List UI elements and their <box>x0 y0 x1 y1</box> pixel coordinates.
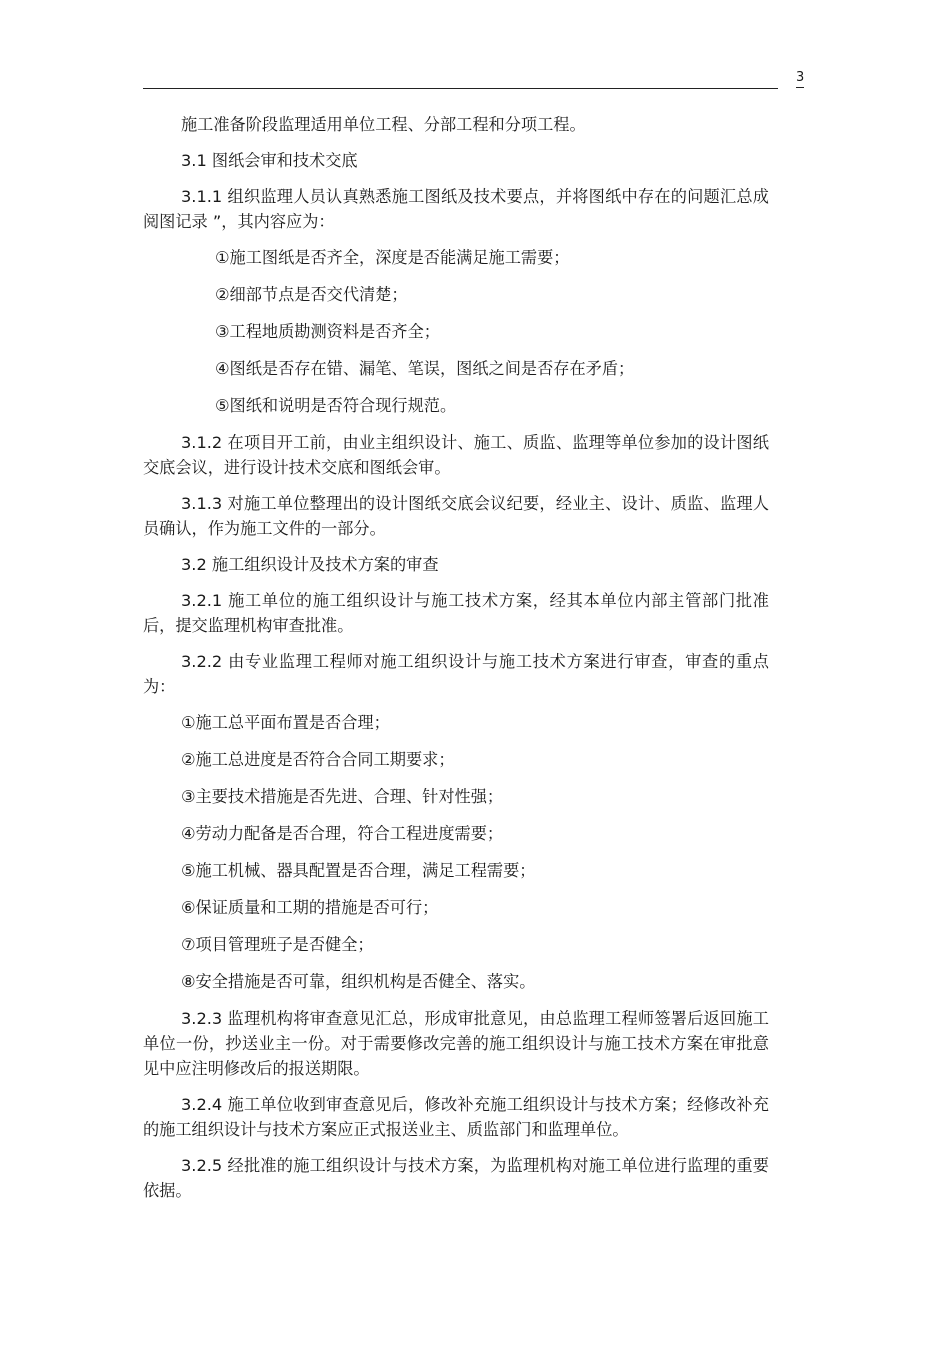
paragraph: ⑦项目管理班子是否健全； <box>181 935 374 954</box>
paragraph: 3.2.5 经批准的施工组织设计与技术方案，为监理机构对施工单位进行监理的重要依据。 <box>143 1156 769 1200</box>
paragraph: 3.1.1 组织监理人员认真熟悉施工图纸及技术要点，并将图纸中存在的问题汇总成 阅图记录 ”，其内容应为： <box>143 187 769 231</box>
page-number: 3 <box>796 70 804 88</box>
paragraph: ①施工总平面布置是否合理； <box>181 713 390 732</box>
paragraph: 3.2.1 施工单位的施工组织设计与施工技术方案，经其本单位内部主管部门批准后，提交监理机构审查批准。 <box>143 591 769 635</box>
paragraph: 3.1.3 对施工单位整理出的设计图纸交底会议纪要，经业主、设计、质监、监理人员确认，作为施工文件的一部分。 <box>143 494 769 538</box>
paragraph: ③工程地质勘测资料是否齐全； <box>215 322 440 341</box>
paragraph: ⑥保证质量和工期的措施是否可行； <box>181 898 439 917</box>
paragraph: ④劳动力配备是否合理，符合工程进度需要； <box>181 824 504 843</box>
paragraph: 3.1 图纸会审和技术交底 <box>181 151 358 170</box>
paragraph: 3.2 施工组织设计及技术方案的审查 <box>181 555 439 574</box>
paragraph: 施工准备阶段监理适用单位工程、分部工程和分项工程。 <box>181 115 586 134</box>
paragraph: ⑤图纸和说明是否符合现行规范。 <box>215 396 457 415</box>
paragraph: ③主要技术措施是否先进、合理、针对性强； <box>181 787 504 806</box>
paragraph: ④图纸是否存在错、漏笔、笔误，图纸之间是否存在矛盾； <box>215 359 635 378</box>
paragraph: ⑧安全措施是否可靠，组织机构是否健全、落实。 <box>181 972 536 991</box>
header-rule <box>143 88 778 89</box>
paragraph: 3.1.2 在项目开工前，由业主组织设计、施工、质监、监理等单位参加的设计图纸交底会议，进行设计技术交底和图纸会审。 <box>143 433 769 477</box>
paragraph: ②施工总进度是否符合合同工期要求； <box>181 750 455 769</box>
paragraph: ⑤施工机械、器具配置是否合理，满足工程需要； <box>181 861 536 880</box>
paragraph: 3.2.3 监理机构将审查意见汇总，形成审批意见，由总监理工程师签署后返回施工单位一份，抄送业主一份。对于需要修改完善的施工组织设计与施工技术方案在审批意见中应注明修改后的报送期限。 <box>143 1009 769 1078</box>
paragraph: ①施工图纸是否齐全，深度是否能满足施工需要； <box>215 248 570 267</box>
paragraph: 3.2.2 由专业监理工程师对施工组织设计与施工技术方案进行审查，审查的重点为： <box>143 652 769 696</box>
paragraph: ②细部节点是否交代清楚； <box>215 285 408 304</box>
paragraph: 3.2.4 施工单位收到审查意见后，修改补充施工组织设计与技术方案；经修改补充的施工组织设计与技术方案应正式报送业主、质监部门和监理单位。 <box>143 1095 769 1139</box>
document-body <box>143 112 769 1214</box>
